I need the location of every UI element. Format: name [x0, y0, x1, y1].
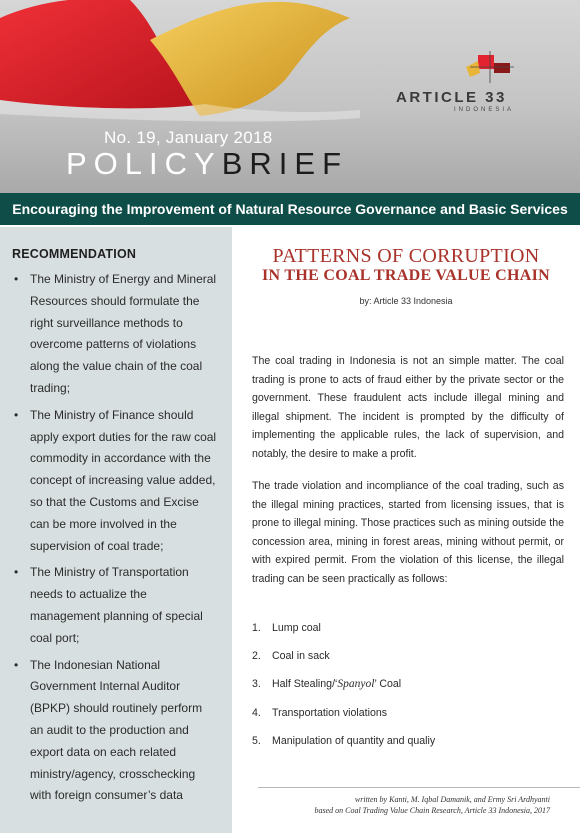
list-item: [252, 619, 564, 647]
list-text-pre: Half Stealing/‘: [272, 678, 338, 691]
article-paragraph: The coal trading in Indonesia is not an simple matter. The coal trading is prone to acts of fraud either by the private sector or the government. These fraudulent acts include illegal mining and illegal shipment. The incident is prompted by the difficulty of implementing the applicable rules, the lack of supervision, and notably, the desire to make a profit.: [252, 355, 564, 460]
list-item: [252, 704, 564, 732]
footer-source: based on Coal Trading Value Chain Research, Article 33 Indonesia, 2017: [314, 805, 550, 815]
list-number: 1.: [252, 622, 261, 634]
cover-header: [0, 0, 580, 193]
recommendation-item: • The Indonesian National Government Internal Auditor (BPKP) should routinely perform an audit to the production and export data on each related ministry/agency, crosschecking with foreign consumer’s data: [12, 655, 217, 808]
article-title-line2: IN THE COAL TRADE VALUE CHAIN: [261, 267, 551, 284]
logo-subtitle: INDONESIA: [454, 107, 515, 113]
footer-divider: [258, 787, 580, 788]
brief-word: BRIEF: [221, 146, 349, 181]
list-text: Manipulation of quantity and qualiy: [272, 734, 436, 747]
list-text-post: ’ Coal: [374, 678, 402, 691]
article-title-line1: PATTERNS OF CORRUPTION: [272, 245, 540, 267]
list-text: Transportation violations: [272, 706, 388, 719]
list-number: 2.: [252, 650, 261, 663]
article33-logo: [396, 55, 546, 125]
recommendation-item: • The Ministry of Transportation needs to actualize the management planning of special coal port;: [12, 562, 217, 649]
logo-wordmark: ARTICLE 33: [396, 89, 507, 106]
policy-brief-title: [66, 146, 348, 182]
theme-band: [0, 193, 580, 225]
list-number: 3.: [252, 678, 261, 691]
list-item: [252, 647, 564, 675]
footer-authors: written by Kanti, M. Iqbal Damanik, and Ermy Sri Ardhyanti: [354, 795, 550, 804]
authors-footer: [232, 795, 550, 816]
list-text: Lump coal: [272, 622, 321, 634]
theme-text: Encouraging the Improvement of Natural Resource Governance and Basic Services: [12, 201, 568, 217]
list-text: Coal in sack: [272, 650, 330, 663]
logo-mark-icon: [460, 49, 520, 89]
list-number: 5.: [252, 734, 261, 747]
issue-number: No. 19, January 2018: [104, 128, 273, 147]
recommendation-item: • The Ministry of Finance should apply export duties for the raw coal commodity in accordance with the concept of increasing value added, so that the Customs and Excise can be more involved in the supervision of coal trade;: [12, 405, 217, 558]
article-paragraph: The trade violation and incompliance of the coal trading, such as the illegal mining practices, started from licensing issues, that is prone to illegal mining. Those practices such as mining outside the concession area, mining in forest areas, mining without permit, or with expired permit. From the violation of this license, the illegal trading can be seen practically as follows:: [252, 480, 564, 585]
list-item: [252, 732, 564, 760]
list-number: 4.: [252, 706, 261, 719]
recommendation-list: [12, 269, 217, 812]
list-item: [252, 675, 564, 703]
policy-word: POLICY: [66, 146, 222, 181]
article-byline: by: Article 33 Indonesia: [359, 296, 453, 306]
recommendation-heading: RECOMMENDATION: [12, 247, 137, 261]
recommendation-item: • The Ministry of Energy and Mineral Resources should formulate the right surveillance methods to overcome patterns of violations along the value chain of the coal trading;: [12, 269, 217, 400]
list-text-emphasis: Spanyol: [337, 678, 375, 691]
article: [232, 227, 580, 833]
recommendation-sidebar: [0, 227, 232, 833]
illegal-trading-list: [252, 619, 564, 760]
